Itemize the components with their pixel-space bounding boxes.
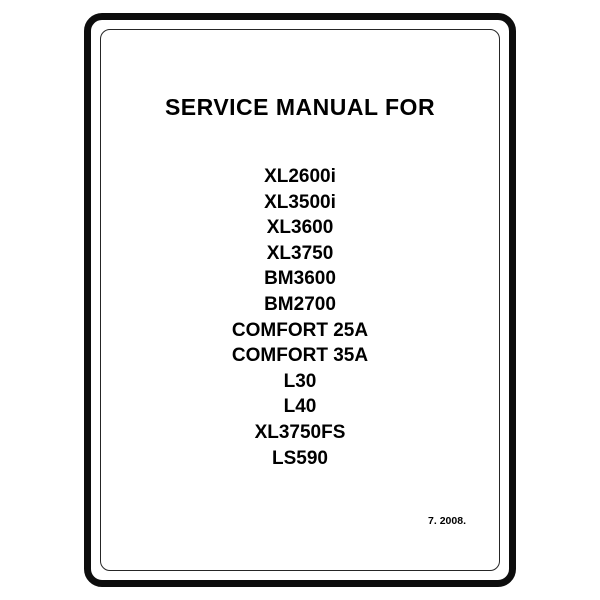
list-item: XL2600i [264, 166, 336, 187]
list-item: XL3750FS [254, 421, 346, 443]
list-item: COMFORT 35A [231, 345, 369, 367]
page-title: SERVICE MANUAL FOR [164, 94, 436, 120]
list-item: XL3500i [264, 191, 336, 213]
list-item: BM3600 [264, 268, 336, 290]
date-stamp: 7. 2008. [428, 515, 466, 527]
page-content-frame [100, 29, 500, 571]
list-item: XL3750 [266, 242, 334, 264]
list-item: LS590 [272, 447, 328, 469]
list-item: BM2700 [264, 293, 336, 315]
model-list [101, 164, 499, 471]
list-item: L30 [283, 370, 317, 392]
list-item: COMFORT 25A [231, 319, 369, 341]
list-item: XL3600 [266, 217, 334, 239]
document-page [84, 13, 516, 587]
list-item: L40 [283, 396, 317, 418]
